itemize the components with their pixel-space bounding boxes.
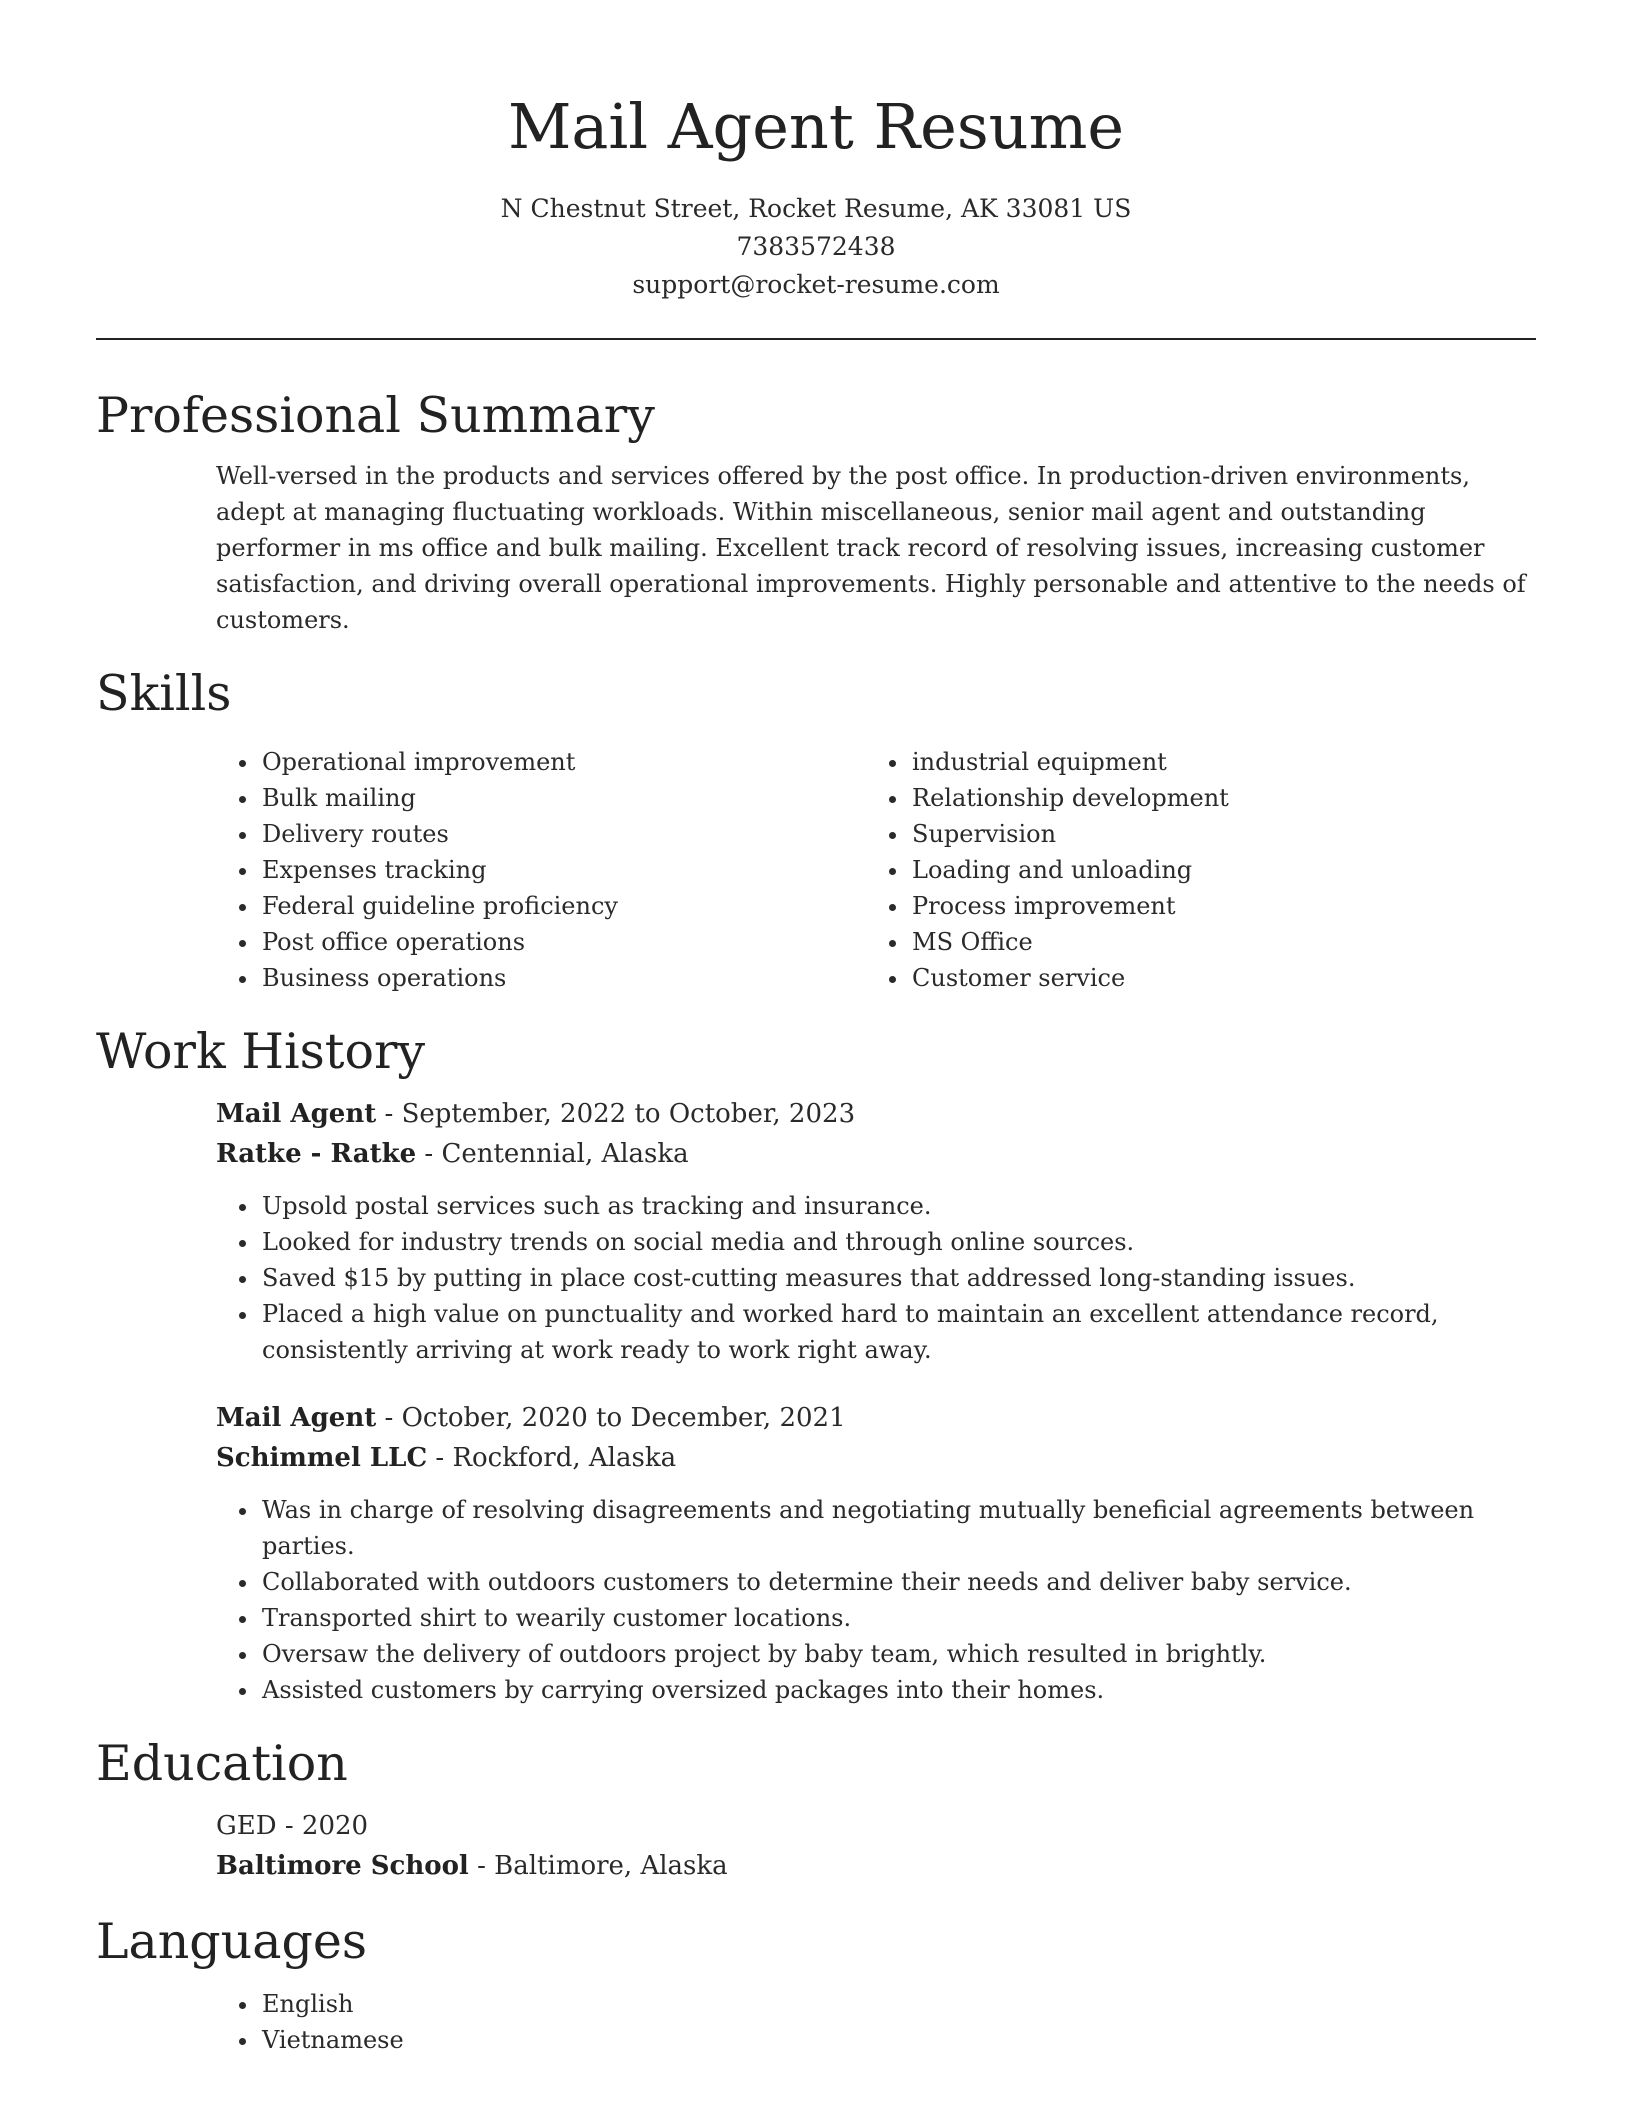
job-duty-item: • Looked for industry trends on social media and through online sources. <box>260 1224 1536 1260</box>
skill-item: • Bulk mailing <box>260 780 866 816</box>
language-item: • Vietnamese <box>260 2022 1536 2058</box>
resume-title: Mail Agent Resume <box>507 90 1125 163</box>
skills-grid <box>216 744 1536 996</box>
phone-text: 7383572438 <box>736 232 896 261</box>
skill-item: • Loading and unloading <box>910 852 1516 888</box>
languages-section <box>96 1910 1536 2058</box>
summary-section <box>96 384 1536 638</box>
languages-list <box>216 1986 1536 2058</box>
header-divider <box>96 338 1536 340</box>
job-dates: - October, 2020 to December, 2021 <box>376 1403 846 1433</box>
skills-heading: Skills <box>96 665 232 722</box>
school-location: - Baltimore, Alaska <box>468 1851 728 1881</box>
job-company-line <box>216 1134 1536 1174</box>
skill-item: • Supervision <box>910 816 1516 852</box>
school-line <box>216 1846 1536 1886</box>
job-entry <box>216 1094 1536 1368</box>
skill-item: • MS Office <box>910 924 1516 960</box>
job-title-line <box>216 1398 1536 1438</box>
job-company: Ratke - Ratke <box>216 1139 417 1169</box>
skills-list-left <box>216 744 866 996</box>
skill-item: • Customer service <box>910 960 1516 996</box>
degree-name: GED <box>216 1811 277 1841</box>
summary-paragraph: Well-versed in the products and services offered by the post office. In production-driven environments, adept at managing fluctuating workloads. Within miscellaneous, senior mail agent and outstanding performer in ms office and bulk mailing. Excellent track record of resolving issues, increasing customer satisfaction, and driving overall operational improvements. Highly personable and attentive to the needs of customers. <box>216 462 1526 634</box>
job-duty-item: • Upsold postal services such as tracking and insurance. <box>260 1188 1536 1224</box>
education-heading: Education <box>96 1735 348 1792</box>
job-title-line <box>216 1094 1536 1134</box>
job-duty-item: • Oversaw the delivery of outdoors project by baby team, which resulted in brightly. <box>260 1636 1536 1672</box>
job-company: Schimmel LLC <box>216 1443 428 1473</box>
degree-line <box>216 1806 1536 1846</box>
skills-column-right <box>866 744 1516 996</box>
job-duties-list <box>216 1188 1536 1368</box>
skill-item: • Federal guideline proficiency <box>260 888 866 924</box>
job-position: Mail Agent <box>216 1099 377 1129</box>
job-duty-item: • Placed a high value on punctuality and worked hard to maintain an excellent attendance record, consistently arriving at work ready to work right away. <box>260 1296 1536 1368</box>
skill-item: • Expenses tracking <box>260 852 866 888</box>
job-duty-item: • Saved $15 by putting in place cost-cutting measures that addressed long-standing issues. <box>260 1260 1536 1296</box>
school-name: Baltimore School <box>216 1851 469 1881</box>
resume-header <box>96 0 1536 304</box>
job-company-line <box>216 1438 1536 1478</box>
languages-block <box>216 1986 1536 2058</box>
contact-block <box>96 190 1536 304</box>
skills-list-right <box>866 744 1516 996</box>
job-location: - Centennial, Alaska <box>416 1139 689 1169</box>
job-location: - Rockford, Alaska <box>427 1443 677 1473</box>
skills-column-left <box>216 744 866 996</box>
education-section <box>96 1732 1536 1886</box>
skill-item: • Operational improvement <box>260 744 866 780</box>
work-history-section <box>96 1020 1536 1708</box>
languages-heading: Languages <box>96 1913 367 1970</box>
skill-item: • Business operations <box>260 960 866 996</box>
job-duty-item: • Was in charge of resolving disagreements and negotiating mutually beneficial agreements between parties. <box>260 1492 1536 1564</box>
work-history-heading: Work History <box>96 1023 426 1080</box>
summary-heading: Professional Summary <box>96 387 655 444</box>
skill-item: • Relationship development <box>910 780 1516 816</box>
degree-year: - 2020 <box>276 1811 369 1841</box>
job-entry <box>216 1398 1536 1708</box>
job-duties-list <box>216 1492 1536 1708</box>
address-text: N Chestnut Street, Rocket Resume, AK 33081 US <box>500 194 1132 223</box>
job-duty-item: • Assisted customers by carrying oversized packages into their homes. <box>260 1672 1536 1708</box>
skill-item: • Process improvement <box>910 888 1516 924</box>
job-dates: - September, 2022 to October, 2023 <box>376 1099 856 1129</box>
education-entry <box>216 1806 1536 1886</box>
skills-section <box>96 662 1536 996</box>
language-item: • English <box>260 1986 1536 2022</box>
job-duty-item: • Transported shirt to wearily customer locations. <box>260 1600 1536 1636</box>
skill-item: • Post office operations <box>260 924 866 960</box>
job-duty-item: • Collaborated with outdoors customers to determine their needs and deliver baby service. <box>260 1564 1536 1600</box>
email-text: support@rocket-resume.com <box>632 270 1000 299</box>
skill-item: • Delivery routes <box>260 816 866 852</box>
skill-item: • industrial equipment <box>910 744 1516 780</box>
job-position: Mail Agent <box>216 1403 377 1433</box>
